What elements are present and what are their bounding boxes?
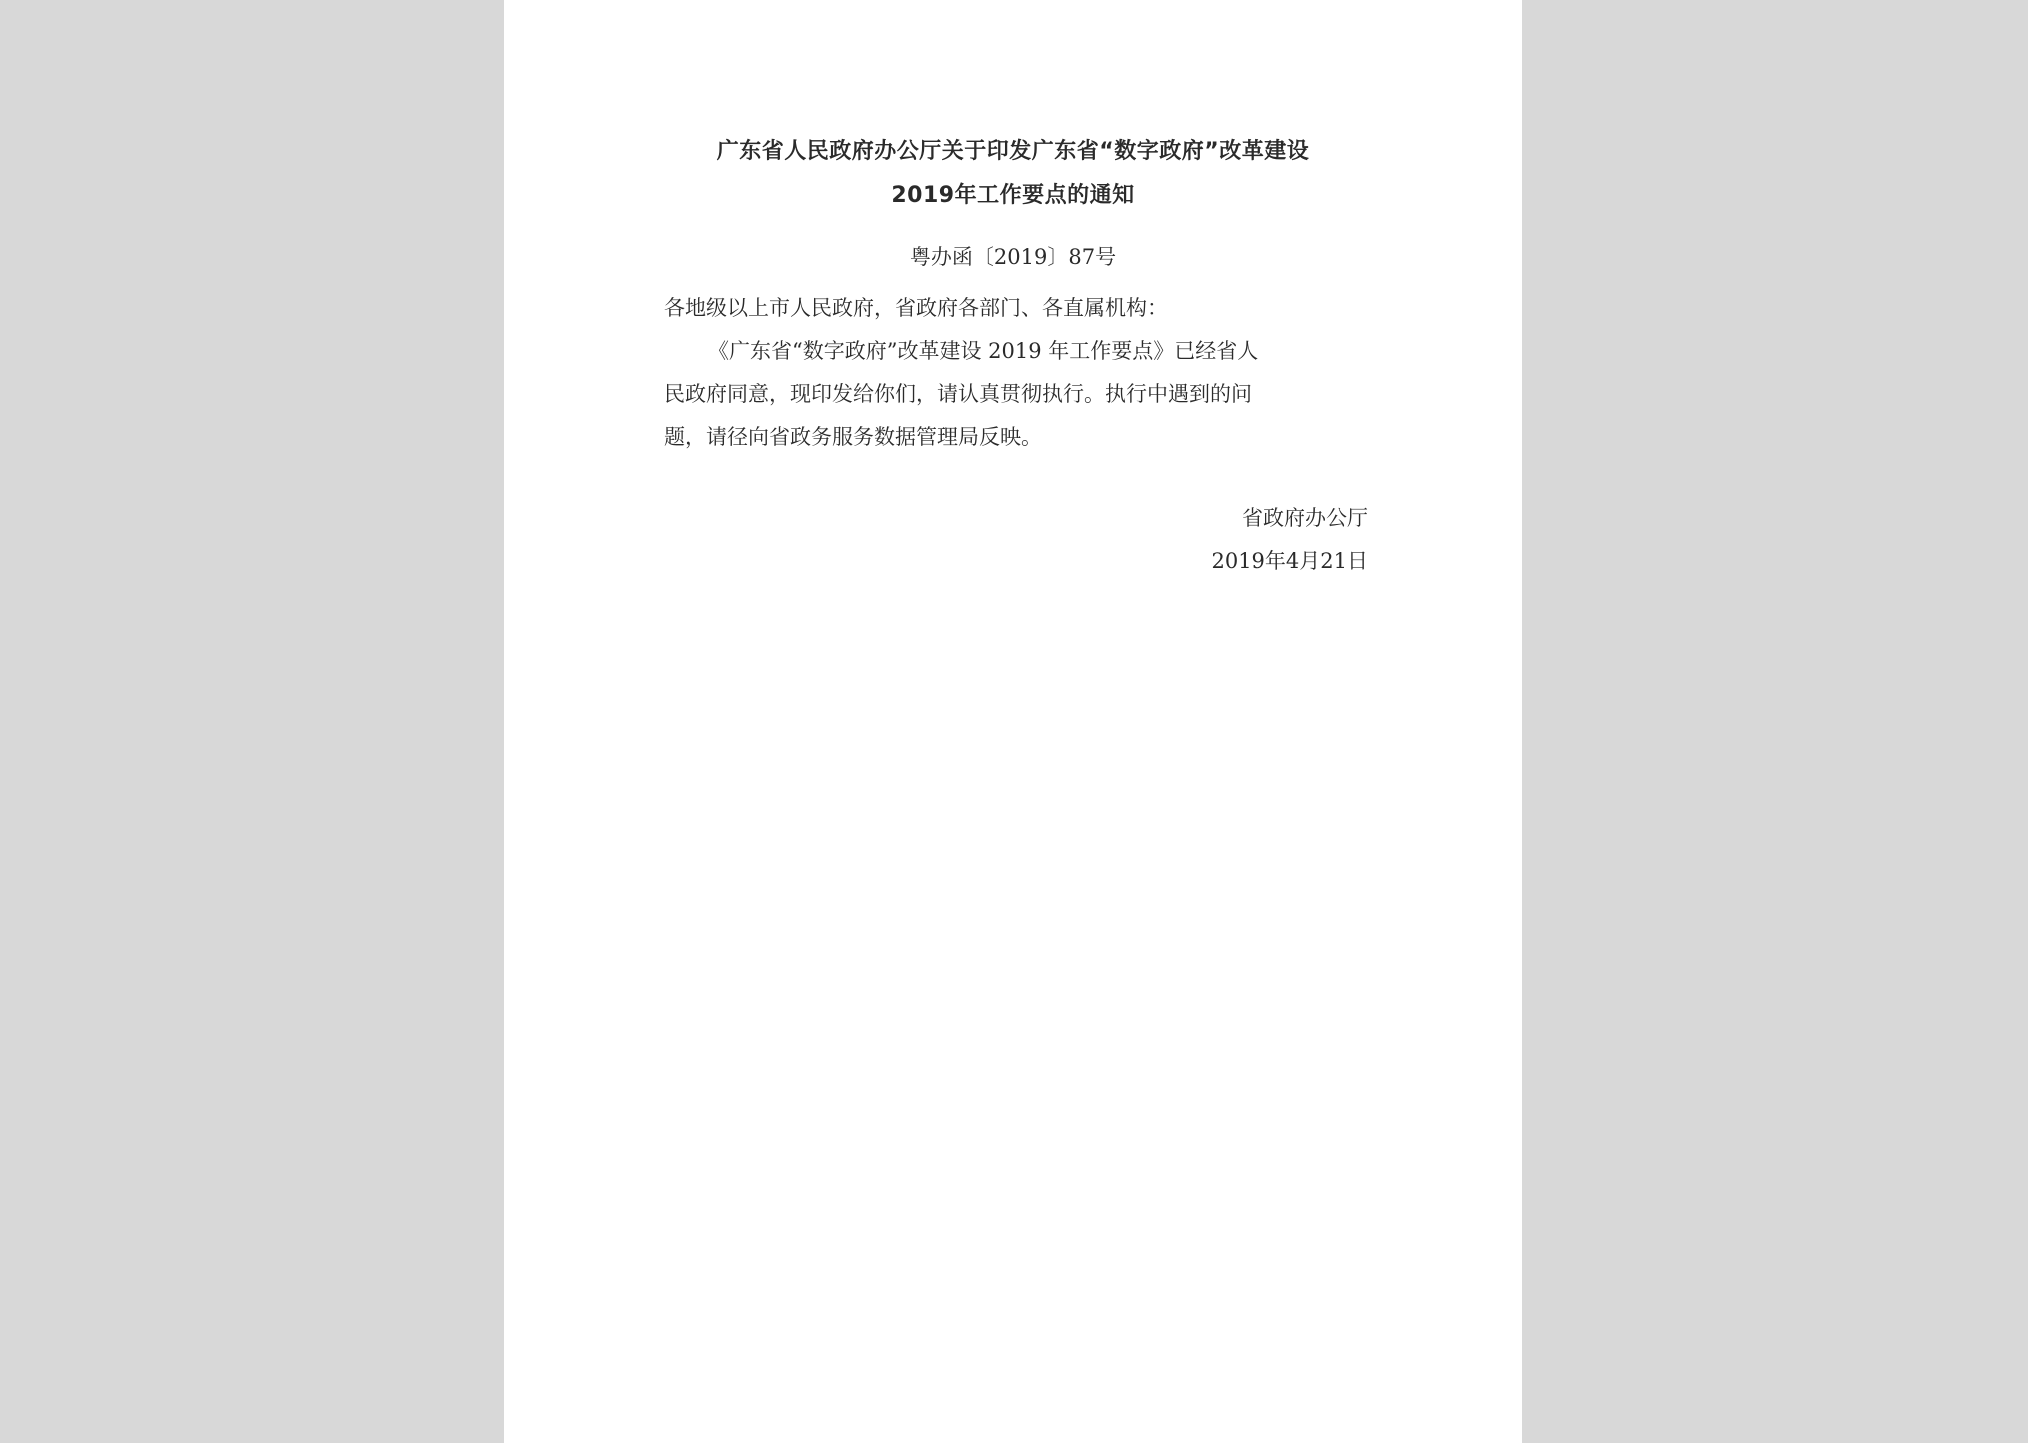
- body-line: 《广东省“数字政府”改革建设 2019 年工作要点》已经省人: [708, 339, 1259, 363]
- addressee: 各地级以上市人民政府，省政府各部门、各直属机构：: [664, 296, 1168, 320]
- body-paragraph: [664, 330, 1368, 459]
- signature-organization: 省政府办公厅: [1242, 506, 1368, 530]
- document-title-line1: 广东省人民政府办公厅关于印发广东省“数字政府”改革建设: [716, 139, 1310, 164]
- document-number: 粤办函〔2019〕87号: [909, 245, 1117, 269]
- document-title-line2: 2019年工作要点的通知: [891, 183, 1135, 208]
- body-line: 题，请径向省政务服务数据管理局反映。: [664, 425, 1042, 449]
- signature-date: 2019年4月21日: [1211, 549, 1368, 573]
- document-page: [504, 0, 1522, 1443]
- body-line: 民政府同意，现印发给你们，请认真贯彻执行。执行中遇到的问: [664, 382, 1252, 406]
